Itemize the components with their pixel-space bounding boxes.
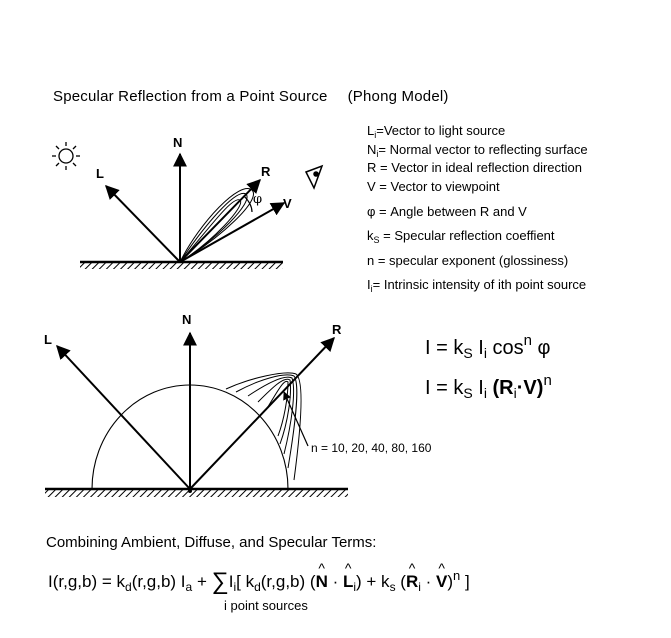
legend-ks-symbol: k xyxy=(367,228,374,243)
top-label-R: R xyxy=(261,164,271,179)
f-s: s xyxy=(389,580,396,594)
f-n: n xyxy=(453,568,461,583)
top-vector-L xyxy=(106,186,180,262)
f-close2: ) xyxy=(447,572,454,591)
combining-title: Combining Ambient, Diffuse, and Specular Terms: xyxy=(46,534,377,551)
title-main: Specular Reflection from a Point Source xyxy=(53,88,328,105)
top-diagram xyxy=(52,135,322,269)
f-plus: + xyxy=(192,572,212,591)
f-close1: ) + k xyxy=(356,572,390,591)
eq1-n-sup: n xyxy=(523,332,532,349)
f-dot1: · xyxy=(327,572,343,591)
f-i2: i xyxy=(353,580,357,594)
legend xyxy=(367,124,657,294)
sun-icon xyxy=(52,142,80,170)
legend-L-symbol: L xyxy=(367,123,375,138)
f-end: ] xyxy=(460,572,470,591)
eq2-lhs: I = k xyxy=(425,377,464,399)
legend-ks-text: = Specular reflection coeffient xyxy=(379,228,555,243)
legend-N-sub: i xyxy=(376,149,379,159)
top-vector-R xyxy=(180,180,263,262)
eye-icon xyxy=(306,166,322,188)
top-label-phi: φ xyxy=(253,192,263,207)
eq2-open: ( xyxy=(486,377,500,399)
origin-dot xyxy=(188,489,192,493)
legend-I xyxy=(367,278,586,294)
f-i1: i xyxy=(233,580,237,594)
title-sub: (Phong Model) xyxy=(347,88,449,105)
eq2-R-sub: i xyxy=(513,385,517,401)
eq2-ks-sub: S xyxy=(463,385,473,401)
eq1-ks-sub: S xyxy=(463,345,473,361)
legend-n: n = specular exponent (glossiness) xyxy=(367,253,569,268)
f-i3: i xyxy=(418,580,421,594)
sum-subscript: i point sources xyxy=(224,598,308,613)
f-V-hat: ^ V xyxy=(436,572,447,592)
eq2-V: V xyxy=(523,377,537,399)
f-kd-open: [ k xyxy=(236,572,255,591)
eq2-I: I xyxy=(472,377,484,399)
eq2-i-sub: i xyxy=(483,385,487,401)
legend-I-symbol: I xyxy=(367,277,371,292)
eq1-i-sub: i xyxy=(483,345,487,361)
bottom-vector-R xyxy=(190,338,334,489)
f-paren: ( xyxy=(395,572,406,591)
specular-lobes xyxy=(226,373,301,480)
eq2-dot: · xyxy=(516,377,524,399)
f-rgb1: (r,g,b) I xyxy=(131,572,186,591)
combined-formula xyxy=(48,568,470,596)
legend-I-sub: i xyxy=(370,284,373,294)
f-d2: d xyxy=(254,580,261,594)
top-label-V: V xyxy=(283,196,292,211)
bottom-diagram xyxy=(44,312,348,497)
f-a: a xyxy=(185,580,193,594)
f-L-hat: ^ L xyxy=(343,572,353,592)
f-rgb2: (r,g,b) ( xyxy=(260,572,316,591)
legend-ks xyxy=(367,229,555,245)
eq1-lhs: I = k xyxy=(425,337,464,359)
f-Ii: I xyxy=(228,572,234,591)
legend-ks-sub: S xyxy=(373,235,380,245)
eq2-close: ) xyxy=(536,377,544,399)
equation-cos xyxy=(425,332,551,361)
legend-I-text: = Intrinsic intensity of ith point source xyxy=(372,277,587,292)
eq1-cos: cos xyxy=(486,337,524,359)
f-lhs: I(r,g,b) = k xyxy=(48,572,125,591)
eq2-n-sup: n xyxy=(543,372,552,389)
bottom-label-N: N xyxy=(182,312,192,327)
eq1-phi: φ xyxy=(531,337,551,359)
f-R-hat: ^ R xyxy=(406,572,418,592)
f-dot2: · xyxy=(420,572,437,591)
legend-N-symbol: N xyxy=(367,142,377,157)
bottom-label-R: R xyxy=(332,322,342,337)
sum-symbol: ∑ xyxy=(211,568,229,595)
f-N-hat: ^ N xyxy=(316,572,328,592)
legend-R: R = Vector in ideal reflection direction xyxy=(367,160,582,175)
eq2-R: R xyxy=(499,377,514,399)
legend-N-text: = Normal vector to reflecting surface xyxy=(378,142,588,157)
eq1-I: I xyxy=(472,337,484,359)
bottom-label-L: L xyxy=(44,332,52,347)
legend-phi: φ = Angle between R and V xyxy=(367,204,527,219)
legend-N xyxy=(367,143,588,159)
n-values-label: n = 10, 20, 40, 80, 160 xyxy=(311,441,432,455)
top-label-L: L xyxy=(96,166,104,181)
legend-V: V = Vector to viewpoint xyxy=(367,179,500,194)
legend-L-sub: i xyxy=(374,130,377,140)
top-vector-V xyxy=(180,203,284,262)
top-label-N: N xyxy=(173,135,183,150)
equation-dot xyxy=(425,372,552,401)
legend-L-text: =Vector to light source xyxy=(376,123,506,138)
legend-L xyxy=(367,124,505,140)
bottom-vector-L xyxy=(57,346,190,489)
f-d1: d xyxy=(125,580,132,594)
